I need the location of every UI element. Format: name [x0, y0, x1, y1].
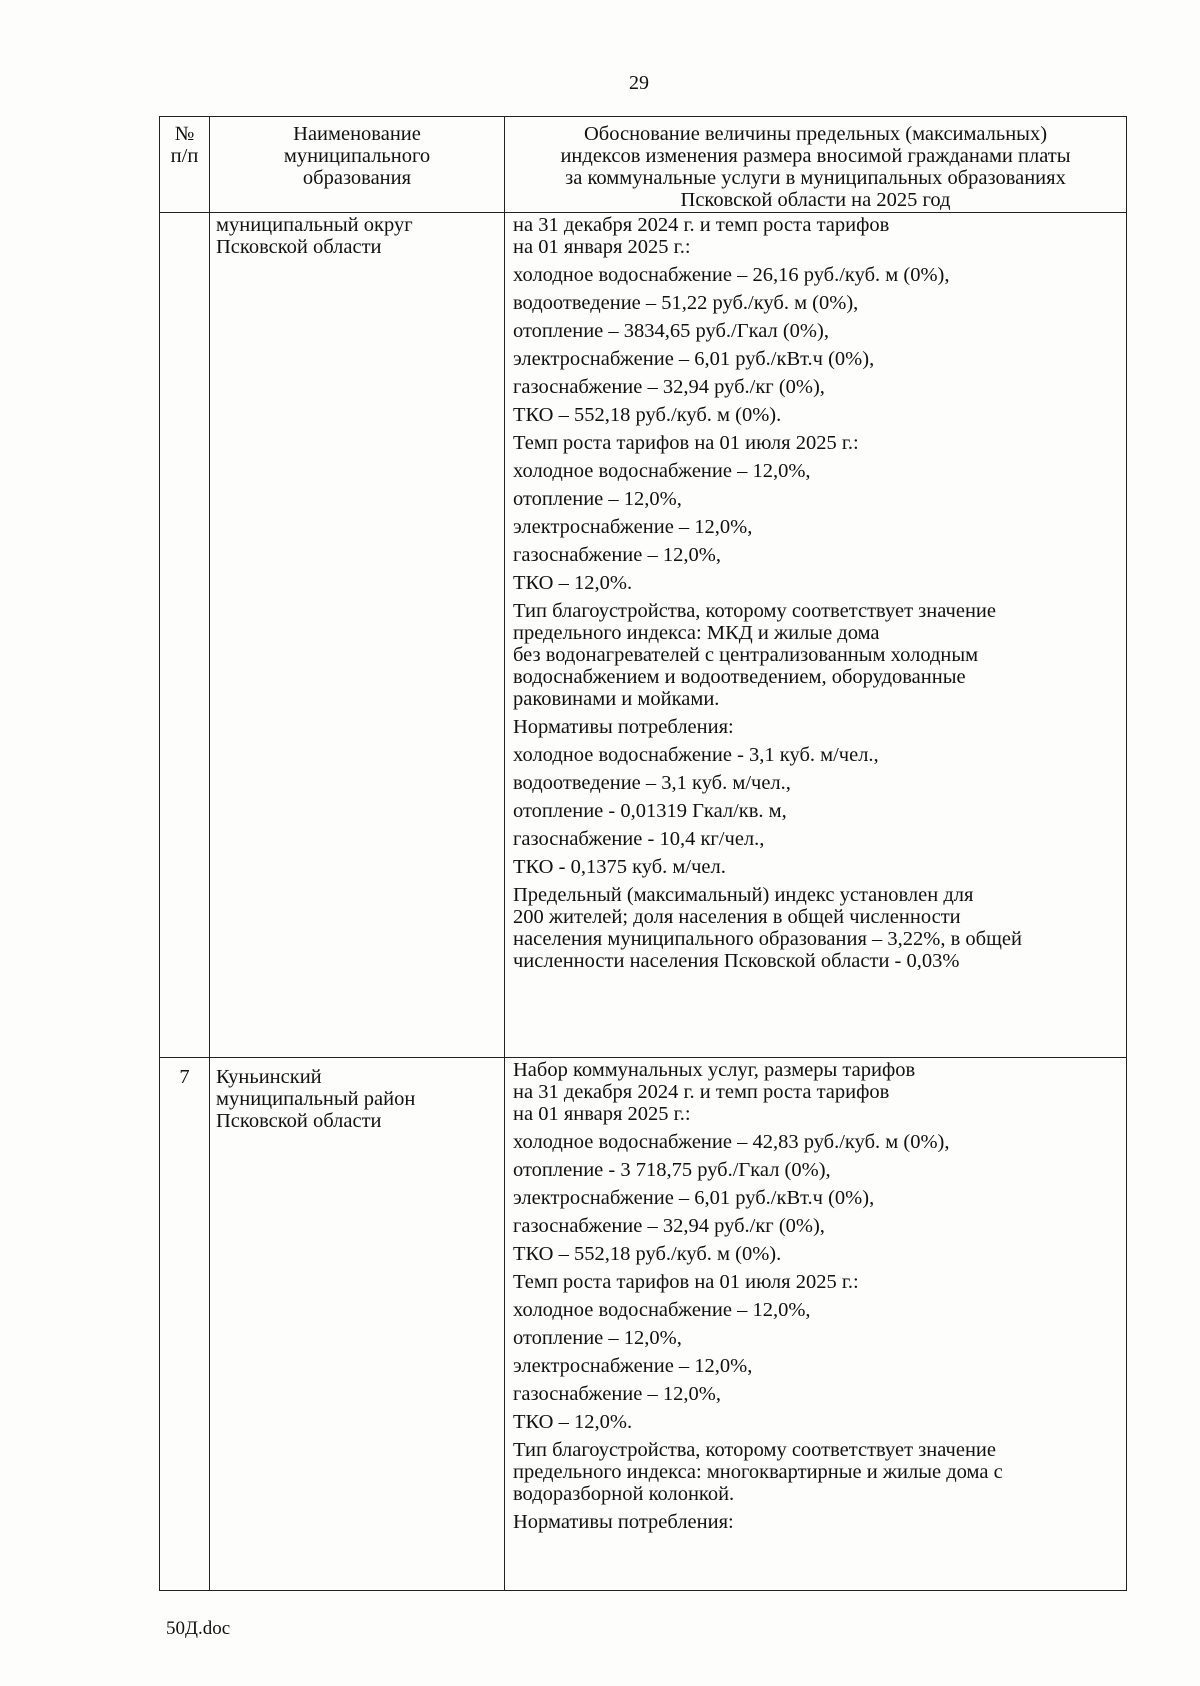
- basis-line: газоснабжение – 12,0%,: [513, 544, 721, 566]
- municipality-cell: [210, 213, 505, 1058]
- basis-line: Предельный (максимальный) индекс установлен для 200 жителей; доля населения в общей численности населения муниципального образования – 3,22%, в общей численности населения Псковской области - 0,03%: [513, 884, 1022, 972]
- basis-cell: [505, 1058, 1127, 1591]
- basis-line: Нормативы потребления:: [513, 1511, 734, 1533]
- basis-line: электроснабжение – 12,0%,: [513, 516, 753, 538]
- basis-line: отопление – 3834,65 руб./Гкал (0%),: [513, 320, 829, 342]
- header-basis-cell: [505, 117, 1127, 213]
- basis-line: ТКО – 12,0%.: [513, 1411, 633, 1433]
- basis-line: Тип благоустройства, которому соответствует значение предельного индекса: многоквартирные и жилые дома с водоразборной колонкой.: [513, 1439, 1003, 1505]
- basis-line: газоснабжение – 12,0%,: [513, 1383, 721, 1405]
- municipality-cell: [210, 1058, 505, 1591]
- basis-line: газоснабжение - 10,4 кг/чел.,: [513, 828, 765, 850]
- table-header-row: [160, 117, 1127, 213]
- page-number: 29: [629, 72, 649, 94]
- basis-line: отопление - 3 718,75 руб./Гкал (0%),: [513, 1159, 831, 1181]
- basis-lines: [505, 1058, 1126, 1533]
- basis-line: Нормативы потребления:: [513, 716, 734, 738]
- basis-line: газоснабжение – 32,94 руб./кг (0%),: [513, 1215, 825, 1237]
- tariff-table: [159, 116, 1127, 1591]
- basis-line: ТКО – 552,18 руб./куб. м (0%).: [513, 1243, 782, 1265]
- basis-line: отопление – 12,0%,: [513, 488, 682, 510]
- basis-line: газоснабжение – 32,94 руб./кг (0%),: [513, 376, 825, 398]
- row-number: 7: [160, 1058, 210, 1591]
- basis-line: холодное водоснабжение – 42,83 руб./куб. м (0%),: [513, 1131, 950, 1153]
- basis-cell: [505, 213, 1127, 1058]
- basis-line: ТКО - 0,1375 куб. м/чел.: [513, 856, 726, 878]
- basis-line: на 31 декабря 2024 г. и темп роста тарифов на 01 января 2025 г.:: [513, 214, 890, 258]
- basis-line: холодное водоснабжение – 12,0%,: [513, 1299, 811, 1321]
- municipality-name: Куньинский муниципальный район Псковской области: [216, 1066, 416, 1132]
- basis-line: Тип благоустройства, которому соответствует значение предельного индекса: МКД и жилые дома без водонагревателей с централизованным холодным водоснабжением и водоотведением, оборудованные раковинами и мойками.: [513, 600, 996, 710]
- header-municipality-name: Наименование муниципального образования: [283, 123, 431, 189]
- basis-line: ТКО – 12,0%.: [513, 572, 633, 594]
- basis-line: Набор коммунальных услуг, размеры тарифов на 31 декабря 2024 г. и темп роста тарифов на 01 января 2025 г.:: [513, 1059, 916, 1125]
- basis-line: холодное водоснабжение - 3,1 куб. м/чел.,: [513, 744, 879, 766]
- basis-line: электроснабжение – 6,01 руб./кВт.ч (0%),: [513, 348, 875, 370]
- basis-line: холодное водоснабжение – 26,16 руб./куб. м (0%),: [513, 264, 950, 286]
- header-number: № п/п: [170, 123, 199, 167]
- basis-line: электроснабжение – 12,0%,: [513, 1355, 753, 1377]
- basis-line: Темп роста тарифов на 01 июля 2025 г.:: [513, 432, 859, 454]
- header-number-cell: [160, 117, 210, 213]
- header-basis: Обоснование величины предельных (максимальных) индексов изменения размера вносимой гражданами платы за коммунальные услуги в муниципальных образованиях Псковской области на 2025 год: [560, 123, 1071, 211]
- basis-line: электроснабжение – 6,01 руб./кВт.ч (0%),: [513, 1187, 875, 1209]
- table-row: [160, 1058, 1127, 1591]
- basis-line: отопление – 12,0%,: [513, 1327, 682, 1349]
- municipality-name: муниципальный округ Псковской области: [216, 214, 413, 258]
- basis-line: водоотведение – 51,22 руб./куб. м (0%),: [513, 292, 859, 314]
- basis-line: водоотведение – 3,1 куб. м/чел.,: [513, 772, 791, 794]
- basis-line: холодное водоснабжение – 12,0%,: [513, 460, 811, 482]
- basis-line: отопление - 0,01319 Гкал/кв. м,: [513, 800, 787, 822]
- row-number: [160, 213, 210, 1058]
- footer-file-name: 50Д.doc: [166, 1618, 231, 1639]
- table-row: [160, 213, 1127, 1058]
- header-name-cell: [210, 117, 505, 213]
- basis-lines: [505, 213, 1126, 972]
- basis-line: ТКО – 552,18 руб./куб. м (0%).: [513, 404, 782, 426]
- basis-line: Темп роста тарифов на 01 июля 2025 г.:: [513, 1271, 859, 1293]
